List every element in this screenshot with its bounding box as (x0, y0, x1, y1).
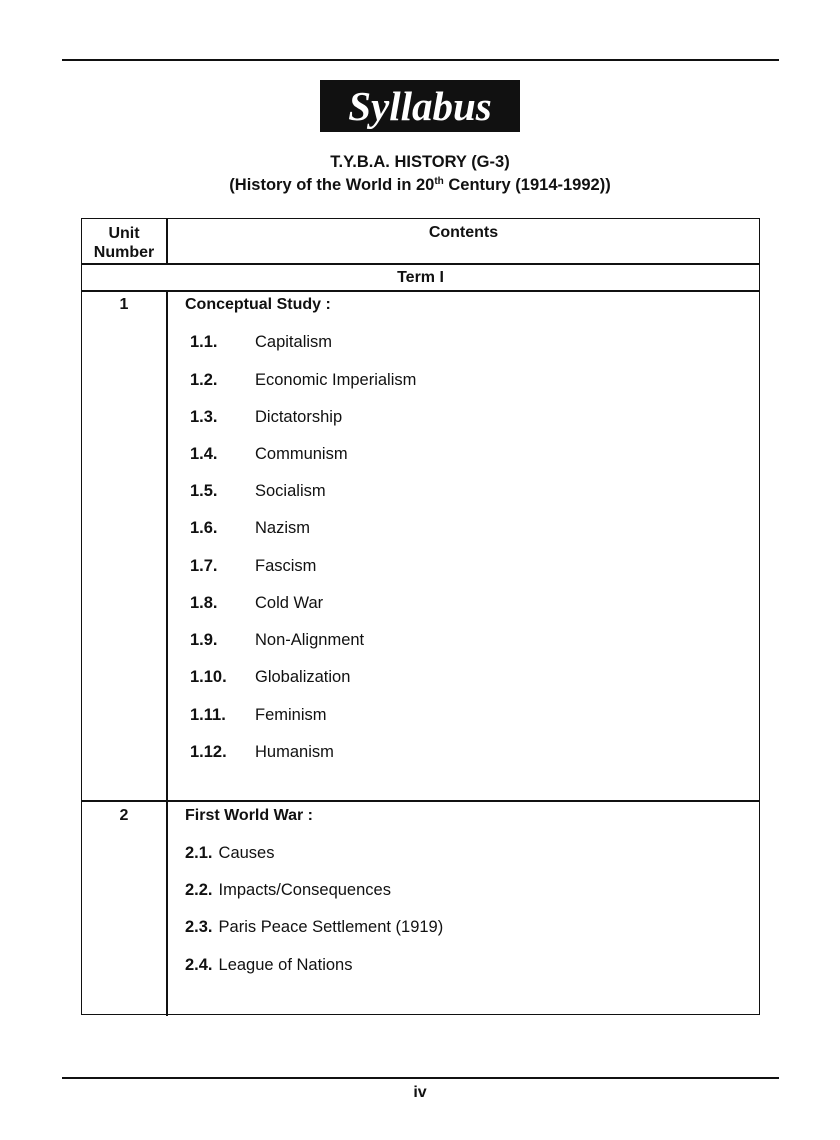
unit-title: Conceptual Study : (185, 296, 331, 313)
table-rule (82, 290, 759, 292)
item-label: Economic Imperialism (255, 371, 417, 389)
item-number: 1.10. (190, 668, 227, 686)
item-number: 1.7. (190, 557, 218, 575)
header-unit-number (82, 224, 166, 262)
list-item (185, 956, 352, 975)
item-label: Causes (218, 844, 275, 862)
list-item (185, 844, 274, 863)
syllabus-table (81, 218, 760, 1015)
page-number: iv (413, 1084, 427, 1101)
item-label: Capitalism (255, 333, 333, 351)
item-label: Feminism (255, 706, 327, 724)
item-number: 1.9. (190, 631, 218, 649)
syllabus-banner: Syllabus (320, 80, 520, 132)
course-subtitle-post: Century (1914-1992)) (443, 176, 611, 194)
item-label: Dictatorship (255, 408, 343, 426)
list-item (185, 881, 391, 900)
item-label: Impacts/Consequences (218, 881, 391, 899)
item-number: 1.6. (190, 519, 218, 537)
item-number: 1.2. (190, 371, 218, 389)
item-number: 2.1. (185, 844, 213, 862)
item-number: 2.2. (185, 881, 213, 899)
header-unit-line2: Number (93, 244, 155, 261)
item-number: 1.1. (190, 333, 218, 351)
item-label: Communism (255, 445, 348, 463)
item-label: Paris Peace Settlement (1919) (218, 918, 444, 936)
item-label: Non-Alignment (255, 631, 365, 649)
item-number: 1.12. (190, 743, 227, 761)
bottom-rule (62, 1077, 779, 1079)
item-number: 2.4. (185, 956, 213, 974)
course-title: T.Y.B.A. HISTORY (G-3) (330, 153, 510, 171)
term-label: Term I (397, 269, 444, 286)
item-label: Socialism (255, 482, 326, 500)
header-contents: Contents (428, 224, 499, 241)
item-label: League of Nations (218, 956, 353, 974)
table-divider (166, 291, 168, 1016)
item-number: 1.5. (190, 482, 218, 500)
item-number: 2.3. (185, 918, 213, 936)
course-subtitle (0, 176, 840, 195)
item-label: Globalization (255, 668, 351, 686)
table-rule (82, 800, 759, 802)
item-number: 1.8. (190, 594, 218, 612)
item-label: Nazism (255, 519, 311, 537)
item-label: Fascism (255, 557, 317, 575)
item-number: 1.4. (190, 445, 218, 463)
table-rule (82, 263, 759, 265)
unit-number: 1 (119, 296, 129, 313)
unit-number: 2 (119, 807, 129, 824)
list-item (185, 918, 443, 937)
item-label: Cold War (255, 594, 324, 612)
header-unit-line1: Unit (108, 225, 140, 242)
item-number: 1.3. (190, 408, 218, 426)
item-number: 1.11. (190, 706, 226, 724)
item-label: Humanism (255, 743, 334, 761)
course-subtitle-sup: th (434, 176, 444, 187)
top-rule (62, 59, 779, 61)
unit-title: First World War : (185, 807, 313, 824)
course-subtitle-pre: (History of the World in 20 (229, 176, 435, 194)
